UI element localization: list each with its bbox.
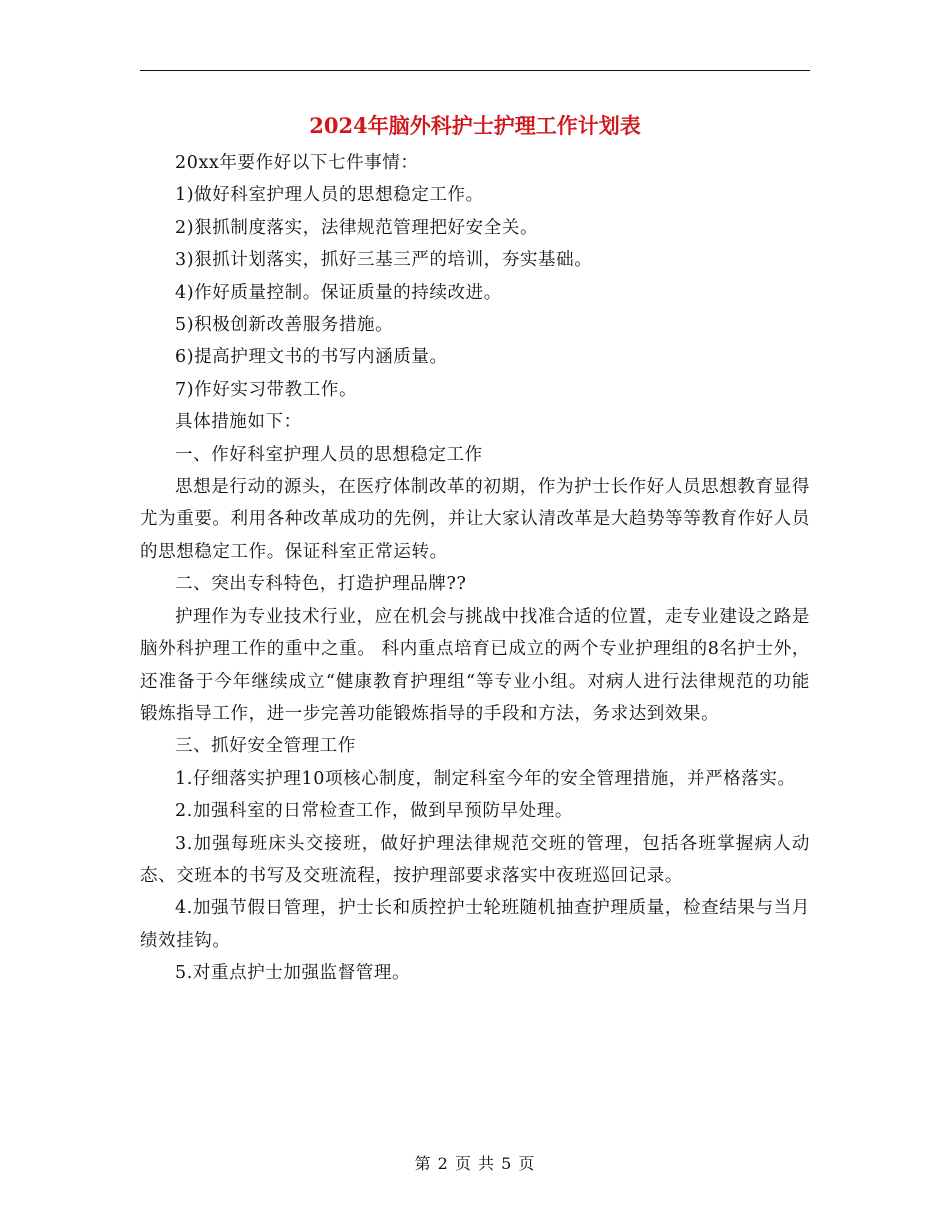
- section-3-item-2: 2.加强科室的日常检查工作，做到早预防早处理。: [175, 801, 573, 822]
- section-heading-1: 一、作好科室护理人员的思想稳定工作: [175, 444, 483, 465]
- list-item-6: 6)提高护理文书的书写内涵质量。: [175, 347, 448, 368]
- section-heading-3: 三、抓好安全管理工作: [175, 736, 356, 757]
- section-3-item-4: 4.加强节假日管理，护士长和质控护士轮班随机抽查护理质量，检查结果与当月绩效挂钩。: [140, 898, 810, 951]
- list-item-4: 4)作好质量控制。保证质量的持续改进。: [175, 282, 502, 303]
- list-item-5: 5)积极创新改善服务措施。: [175, 315, 394, 336]
- page-number: 第 2 页 共 5 页: [414, 1154, 536, 1173]
- section-3-item-3: 3.加强每班床头交接班，做好护理法律规范交班的管理，包括各班掌握病人动态、交班本的书写及交班流程，按护理部要求落实中夜班巡回记录。: [140, 833, 810, 886]
- list-item-7: 7)作好实习带教工作。: [175, 379, 358, 400]
- document-title: 2024年脑外科护士护理工作计划表: [309, 113, 641, 138]
- section-heading-2: 二、突出专科特色，打造护理品牌??: [175, 574, 467, 595]
- section-2-paragraph: 护理作为专业技术行业，应在机会与挑战中找准合适的位置，走专业建设之路是脑外科护理工作的重中之重。 科内重点培育已成立的两个专业护理组的8名护士外，还准备于今年继续成立“健康教育护理组“等专业小组。对病人进行法律规范的功能锻炼指导工作，进一步完善功能锻炼指导的手段和方法，务求达到效果。: [140, 606, 810, 724]
- section-1-paragraph: 思想是行动的源头，在医疗体制改革的初期，作为护士长作好人员思想教育显得尤为重要。利用各种改革成功的先例，并让大家认清改革是大趋势等等教育作好人员的思想稳定工作。保证科室正常运转。: [140, 477, 810, 562]
- document-body: [140, 147, 810, 990]
- list-item-1: 1)做好科室护理人员的思想稳定工作。: [175, 185, 484, 206]
- list-item-3: 3)狠抓计划落实，抓好三基三严的培训，夯实基础。: [175, 250, 593, 271]
- header-rule: [140, 70, 810, 71]
- section-3-item-5: 5.对重点护士加强监督管理。: [175, 963, 411, 984]
- intro-line: 20xx年要作好以下七件事情：: [175, 153, 419, 173]
- section-3-item-1: 1.仔细落实护理10项核心制度，制定科室今年的安全管理措施，并严格落实。: [175, 768, 796, 789]
- measures-intro: 具体措施如下：: [175, 412, 302, 433]
- list-item-2: 2)狠抓制度落实，法律规范管理把好安全关。: [175, 217, 539, 238]
